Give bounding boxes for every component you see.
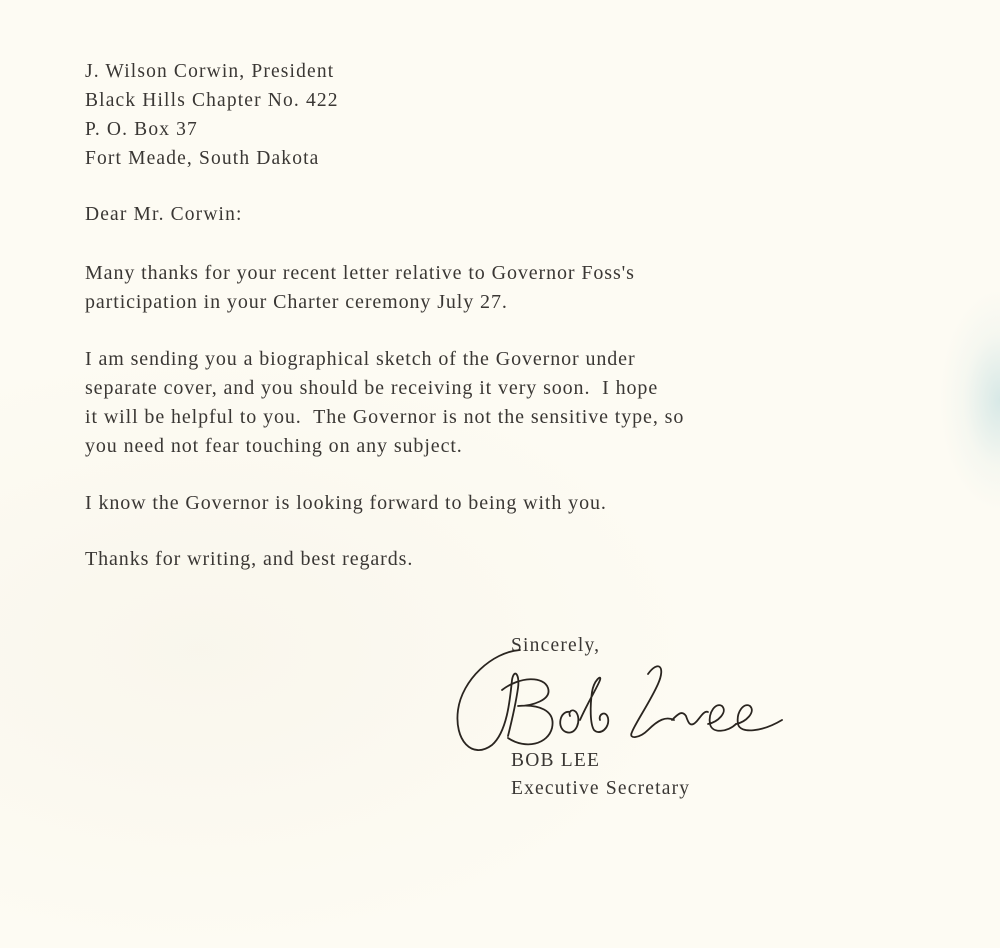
paragraph-line: Many thanks for your recent letter relative to Governor Foss's xyxy=(85,262,635,284)
paragraph-line: separate cover, and you should be receiving it very soon. I hope xyxy=(85,377,659,399)
handwritten-signature xyxy=(452,640,802,765)
paragraph-line: I am sending you a biographical sketch of the Governor under xyxy=(85,348,636,370)
paragraph-line: you need not fear touching on any subject. xyxy=(85,435,463,457)
signer-name: BOB LEE xyxy=(511,750,601,771)
recipient-organization: Black Hills Chapter No. 422 xyxy=(85,90,339,111)
paragraph-line: I know the Governor is looking forward to being with you. xyxy=(85,492,607,514)
recipient-po-box: P. O. Box 37 xyxy=(85,119,198,140)
signer-title: Executive Secretary xyxy=(511,778,691,799)
recipient-name: J. Wilson Corwin, President xyxy=(85,61,335,82)
recipient-city-state: Fort Meade, South Dakota xyxy=(85,148,320,169)
complimentary-close: Sincerely, xyxy=(511,635,601,656)
paragraph-line: participation in your Charter ceremony July 27. xyxy=(85,291,508,313)
salutation: Dear Mr. Corwin: xyxy=(85,204,243,225)
paragraph-line: it will be helpful to you. The Governor is not the sensitive type, so xyxy=(85,406,685,428)
paragraph-line: Thanks for writing, and best regards. xyxy=(85,548,414,570)
